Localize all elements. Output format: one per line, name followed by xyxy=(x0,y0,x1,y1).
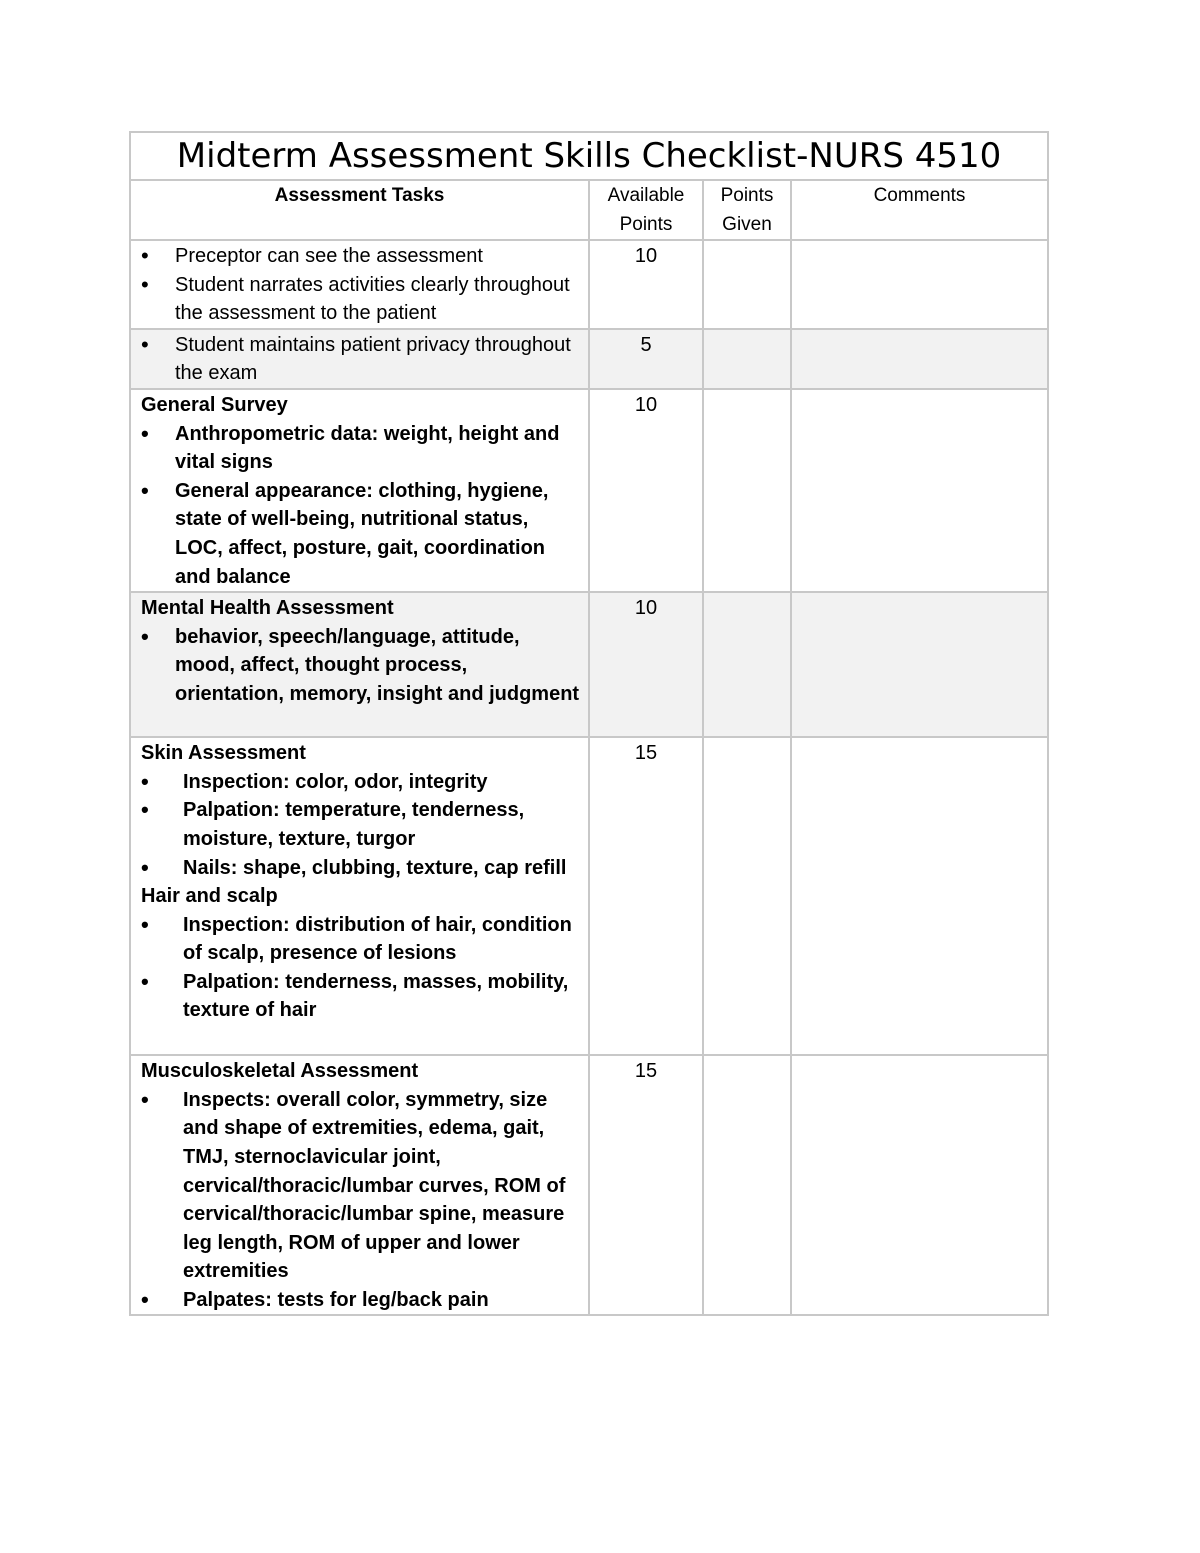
points-given-cell[interactable] xyxy=(703,1055,791,1315)
list-item: • Student narrates activities clearly throughout the assessment to the patient xyxy=(141,271,580,328)
header-comments: Comments xyxy=(791,180,1048,240)
page-title: Midterm Assessment Skills Checklist-NURS 4510 xyxy=(130,132,1048,180)
list-item: • Inspection: color, odor, integrity xyxy=(141,768,580,797)
list-item: • Inspection: distribution of hair, condition of scalp, presence of lesions xyxy=(141,911,580,968)
list-item: • Inspects: overall color, symmetry, size and shape of extremities, edema, gait, TMJ, sternoclavicular joint, cervical/thoracic/lumbar curves, ROM of cervical/thoracic/lumbar spine, measure leg length, ROM of upper and lower extremities xyxy=(141,1086,580,1286)
table-row xyxy=(130,1055,1048,1315)
points-given-cell[interactable] xyxy=(703,240,791,329)
header-available-points: Available Points xyxy=(589,180,703,240)
list-item: • Preceptor can see the assessment xyxy=(141,242,580,271)
available-points-value: 10 xyxy=(589,592,703,737)
available-points-value: 10 xyxy=(589,240,703,329)
task-list xyxy=(141,420,580,592)
section-heading: Mental Health Assessment xyxy=(141,597,394,620)
available-points-value: 15 xyxy=(589,1055,703,1315)
section-heading: General Survey xyxy=(141,393,288,416)
task-cell xyxy=(130,329,589,389)
available-points-value: 15 xyxy=(589,737,703,1055)
task-cell xyxy=(130,592,589,737)
list-item: • Student maintains patient privacy throughout the exam xyxy=(141,331,580,388)
comments-cell[interactable] xyxy=(791,1055,1048,1315)
task-cell xyxy=(130,389,589,592)
title-row xyxy=(130,132,1048,180)
available-points-value: 10 xyxy=(589,389,703,592)
available-points-value: 5 xyxy=(589,329,703,389)
task-list xyxy=(141,331,580,388)
table-row xyxy=(130,592,1048,737)
task-cell xyxy=(130,737,589,1055)
list-item: • Anthropometric data: weight, height and vital signs xyxy=(141,420,580,477)
comments-cell[interactable] xyxy=(791,592,1048,737)
table-row xyxy=(130,737,1048,1055)
section-heading: Musculoskeletal Assessment xyxy=(141,1060,419,1083)
task-list xyxy=(141,911,580,1025)
table-row xyxy=(130,389,1048,592)
task-list xyxy=(141,623,580,709)
task-list xyxy=(141,768,580,882)
list-item: • Palpates: tests for leg/back pain xyxy=(141,1286,580,1315)
task-list xyxy=(141,1086,580,1315)
points-given-cell[interactable] xyxy=(703,389,791,592)
comments-cell[interactable] xyxy=(791,329,1048,389)
header-row xyxy=(130,180,1048,240)
task-cell xyxy=(130,240,589,329)
task-list xyxy=(141,242,580,328)
list-item: • Palpation: tenderness, masses, mobility, texture of hair xyxy=(141,968,580,1025)
comments-cell[interactable] xyxy=(791,737,1048,1055)
points-given-cell[interactable] xyxy=(703,592,791,737)
header-points-given: Points Given xyxy=(703,180,791,240)
skills-checklist-table xyxy=(129,131,1049,1316)
list-item: • Palpation: temperature, tenderness, moisture, texture, turgor xyxy=(141,796,580,853)
section-heading: Skin Assessment xyxy=(141,742,306,765)
task-cell xyxy=(130,1055,589,1315)
list-item: • General appearance: clothing, hygiene, state of well-being, nutritional status, LOC, affect, posture, gait, coordination and balance xyxy=(141,477,580,591)
comments-cell[interactable] xyxy=(791,240,1048,329)
table-row xyxy=(130,329,1048,389)
comments-cell[interactable] xyxy=(791,389,1048,592)
subsection-heading: Hair and scalp xyxy=(141,885,278,908)
list-item: • Nails: shape, clubbing, texture, cap refill xyxy=(141,854,580,883)
points-given-cell[interactable] xyxy=(703,329,791,389)
list-item: • behavior, speech/language, attitude, mood, affect, thought process, orientation, memory, insight and judgment xyxy=(141,623,580,709)
header-assessment-tasks: Assessment Tasks xyxy=(130,180,589,240)
table-row xyxy=(130,240,1048,329)
points-given-cell[interactable] xyxy=(703,737,791,1055)
